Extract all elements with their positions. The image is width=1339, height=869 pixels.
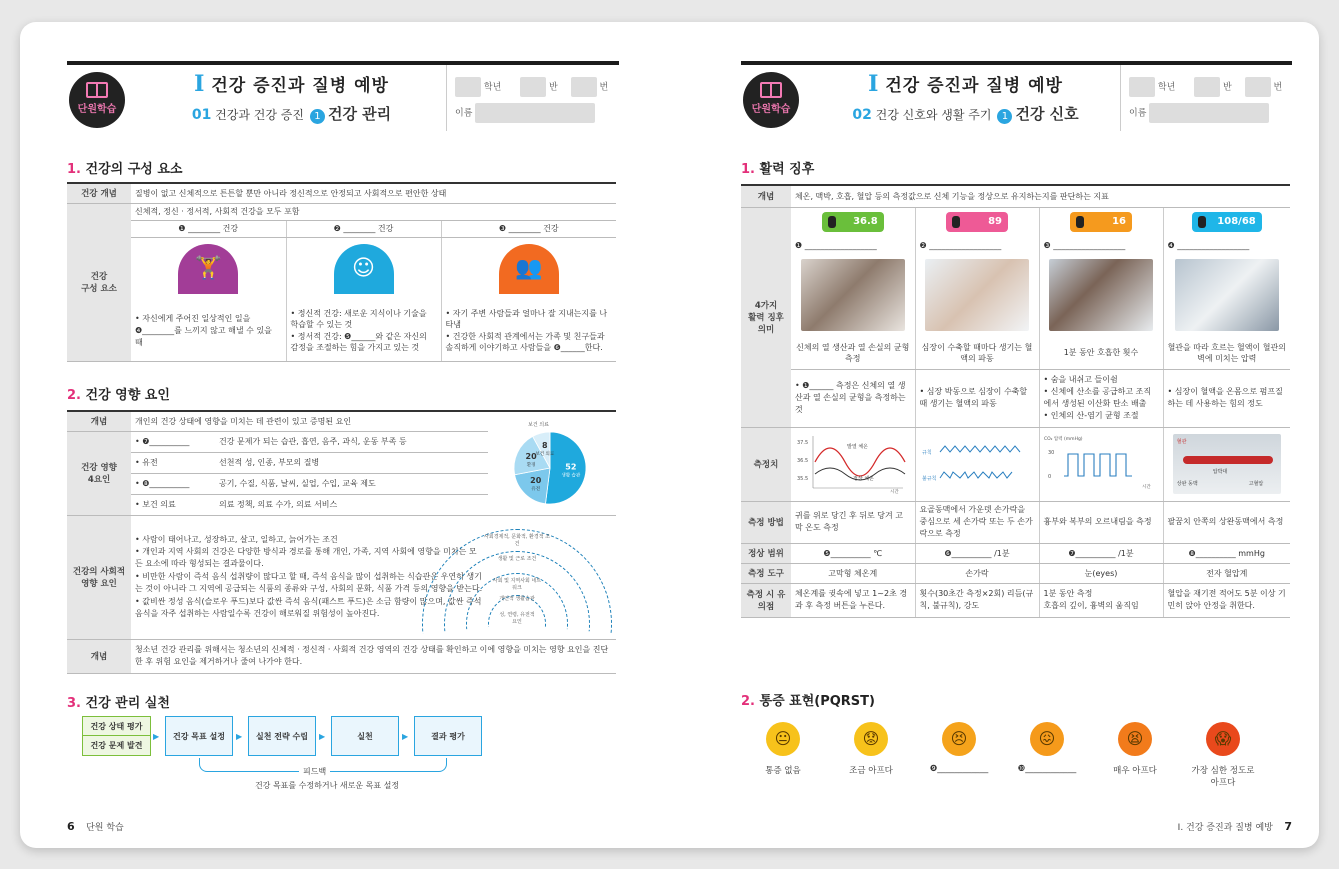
arrow-icon: ▶ <box>319 732 326 741</box>
respiration-photo <box>1049 259 1153 331</box>
pain-label: 매우 아프다 <box>1113 766 1157 776</box>
book-icon <box>86 82 108 98</box>
pie-value: 20 <box>525 452 537 462</box>
pain-label: ❾____________ <box>929 764 989 774</box>
section-title: 활력 징후 <box>759 162 815 177</box>
vital-desc: 혈관을 따라 흐르는 혈액이 혈관의 벽에 미치는 압력 <box>1163 337 1290 369</box>
vital-range: ❽__________ mmHg <box>1163 543 1290 563</box>
unit-badge <box>743 72 799 128</box>
section-number: 1. <box>67 162 81 177</box>
number-box[interactable] <box>1245 77 1271 97</box>
badge-label: 단원학습 <box>77 104 117 115</box>
regular-pulse-line <box>940 446 1020 452</box>
pie-value: 52 <box>565 462 577 472</box>
section-title: 통증 표현(PQRST) <box>759 694 875 709</box>
diagram-label: 혈관 <box>1176 439 1187 445</box>
section-number: 1. <box>741 162 755 177</box>
pie-title: 보건 의료 <box>528 422 549 429</box>
pie-label: 유전 <box>531 487 541 493</box>
row-label: 정상 범위 <box>741 543 791 563</box>
pain-label: 가장 심한 정도로 아프다 <box>1191 766 1255 788</box>
chart-label: 불규칙 <box>921 476 936 482</box>
number-label: 번 <box>1273 82 1283 93</box>
number-label: 번 <box>599 82 609 93</box>
axis-label: CO₂ 압력 (mmHg) <box>1043 437 1083 442</box>
vital-method: 흉부와 복부의 오르내림을 측정 <box>1039 501 1163 543</box>
irregular-pulse-line <box>940 472 1012 478</box>
section-title: 건강 관리 실천 <box>85 696 170 711</box>
vital-blank: ❷ __________________ <box>915 237 1039 253</box>
pain-label: ❿____________ <box>1017 764 1077 774</box>
grade-box[interactable] <box>455 77 481 97</box>
vital-blank: ❶ __________________ <box>791 237 915 253</box>
name-label: 이름 <box>1129 108 1147 119</box>
pain-label: 조금 아프다 <box>849 766 893 776</box>
concept2: 청소년 건강 관리를 위해서는 청소년의 신체적 · 정신적 · 사회적 건강 영역의 건강 상태를 확인하고 이에 영향을 미치는 영향 요인을 진단한 후 위험 요인을 제거하거나 줄여 나가야 한다. <box>131 639 616 673</box>
vital-note: 1분 동안 측정 호흡의 깊이, 흉벽의 움직임 <box>1039 583 1163 617</box>
comp-head: ❷ ________ 건강 <box>286 220 441 237</box>
section-number: 3. <box>67 696 81 711</box>
row-label: 측정치 <box>741 427 791 501</box>
section-number: 2. <box>67 388 81 403</box>
comp-desc: • 자신에게 주어진 일상적인 일을 ❹________를 느끼지 않고 해낼 수 있을 때 <box>131 301 286 361</box>
lesson-title: 건강과 건강 증진 <box>215 108 304 122</box>
vital-detail: • 심장 박동으로 심장이 수축할 때 생기는 혈액의 파동 <box>915 369 1039 427</box>
vital-method: 귀를 위로 당긴 후 뒤로 당겨 고막 온도 측정 <box>791 501 915 543</box>
class-box[interactable] <box>520 77 546 97</box>
factor-desc: 의료 정책, 의료 수가, 의료 서비스 <box>215 494 488 515</box>
vital-tool: 고막형 체온계 <box>791 563 915 583</box>
social-health-icon: 👥 <box>499 244 559 294</box>
chart-label: 발열 체온 <box>847 444 868 450</box>
row-label: 측정 방법 <box>741 501 791 543</box>
vital-blank: ❹ __________________ <box>1167 240 1250 250</box>
temperature-badge <box>822 212 884 232</box>
vital-range: ❺__________ ℃ <box>791 543 915 563</box>
vital-desc: 심장이 수축할 때마다 생기는 혈액의 파동 <box>915 337 1039 369</box>
factor-name: • ❽__________ <box>131 473 215 494</box>
blood-pressure-photo <box>1175 259 1279 331</box>
vital-detail: • 심장이 혈액을 온몸으로 펌프질하는 데 사용하는 힘의 정도 <box>1163 369 1290 427</box>
feedback-label: 피드백 <box>299 766 330 777</box>
vital-detail: • ❶______ 측정은 신체의 열 생산과 열 손실의 균형을 측정하는 것 <box>791 369 915 427</box>
vital-tool: 눈(eyes) <box>1039 563 1163 583</box>
section-title: 건강의 구성 요소 <box>85 162 183 177</box>
row-label: 건강 영향 4요인 <box>67 431 131 515</box>
pie-label: 환경 <box>526 463 536 469</box>
vital-method: 요골동맥에서 가운뎃 손가락을 중심으로 세 손가락 또는 두 손가락으로 측정 <box>915 501 1039 543</box>
class-box[interactable] <box>1194 77 1220 97</box>
vital-blank: ❸ __________________ <box>1039 237 1163 253</box>
chapter-title: 건강 증진과 질병 예방 <box>885 76 1063 96</box>
grade-label: 학년 <box>483 82 502 93</box>
vital-note: 체온계를 귓속에 넣고 1~2초 경과 후 측정 버튼을 누른다. <box>791 583 915 617</box>
page-number: 6 <box>67 820 75 833</box>
temperature-photo <box>801 259 905 331</box>
vital-tool: 전자 혈압계 <box>1163 563 1290 583</box>
tick-label: 37.5 <box>797 440 809 446</box>
comp-desc: • 자기 주변 사람들과 얼마나 잘 지내는지를 나타냄 • 건강한 사회적 관계에서는 가족 및 친구들과 솔직하게 이야기하고 사람들을 ❻______한다. <box>441 301 616 361</box>
vital-concept: 체온, 맥박, 호흡, 혈압 등의 측정값으로 신체 기능을 정상으로 유지하는지를 판단하는 지표 <box>791 185 1290 207</box>
name-box[interactable] <box>475 103 595 123</box>
temperature-curve <box>815 448 905 476</box>
blood-pressure-diagram <box>1173 434 1281 494</box>
chapter-title: 건강 증진과 질병 예방 <box>211 76 389 96</box>
row-label: 건강의 사회적 영향 요인 <box>67 515 131 639</box>
factors-pie-chart <box>492 418 602 506</box>
page-footer <box>67 820 124 833</box>
rainbow-label: 성, 연령, 유전적 요인 <box>499 612 535 625</box>
physical-health-icon: 🏋 <box>178 244 238 294</box>
unit-badge <box>69 72 125 128</box>
textbook-spread <box>20 22 1319 848</box>
section2-heading <box>67 384 170 403</box>
row-label: 개념 <box>67 639 131 673</box>
respiration-badge <box>1070 212 1132 232</box>
page-label: 단원 학습 <box>86 823 124 833</box>
rainbow-label: 생활 및 근로 조건 <box>497 556 537 562</box>
comp-head: ❶ ________ 건강 <box>131 220 286 237</box>
pie-label: 보건 의료 <box>535 452 555 458</box>
sub-title: 건강 신호 <box>1015 105 1079 123</box>
section1-heading <box>67 158 182 177</box>
chart-label: 규칙 <box>921 450 932 456</box>
class-label: 반 <box>549 82 558 93</box>
factor-desc: 공기, 수질, 식품, 날씨, 실업, 수입, 교육 제도 <box>215 473 488 494</box>
vital-note: 횟수(30초간 측정×2회) 리듬(규칙, 불규칙), 강도 <box>915 583 1039 617</box>
tick-label: 30 <box>1047 450 1054 456</box>
vital-value: 36.8 <box>853 216 878 228</box>
number-box[interactable] <box>571 77 597 97</box>
worried-face-icon: 😟 <box>854 722 888 756</box>
vital-desc: 신체의 열 생산과 열 손실의 균형 측정 <box>791 337 915 369</box>
vital-signs-table <box>741 184 1290 618</box>
comp-desc: • 정신적 건강: 새로운 지식이나 기술을 학습할 수 있는 것 • 정서적 건강: ❺______와 같은 자신의 감정을 조절하는 힘을 가지고 있는 것 <box>286 301 441 361</box>
page-label: I. 건강 증진과 질병 예방 <box>1177 823 1273 833</box>
step-label: 건강 상태 평가 <box>83 717 150 736</box>
row-label: 개념 <box>67 411 131 431</box>
flow-step: 결과 평가 <box>414 716 482 756</box>
evaluation-box <box>82 716 151 756</box>
health-factors-table <box>67 410 616 674</box>
lesson-num: 02 <box>852 107 872 123</box>
factor-desc: 건강 문제가 되는 습관, 흡연, 음주, 과식, 운동 부족 등 <box>215 431 488 452</box>
vital-note: 혈압을 재기전 적어도 5분 이상 기민히 앉아 안정을 취한다. <box>1163 583 1290 617</box>
axis-label: 시간 <box>1141 485 1151 490</box>
factor-name: • ❼__________ <box>131 431 215 452</box>
chapter-roman: I <box>194 71 206 97</box>
lesson-title: 건강 신호와 생활 주기 <box>875 108 992 122</box>
section-number: 2. <box>741 694 755 709</box>
factor-desc: 선천적 성, 인종, 부모의 질병 <box>215 452 488 473</box>
vital-tool: 손가락 <box>915 563 1039 583</box>
pulse-photo <box>925 259 1029 331</box>
temperature-chart <box>795 432 907 494</box>
diagram-label: 상완 동맥 <box>1176 481 1198 487</box>
section2-heading <box>741 690 875 709</box>
pie-value: 8 <box>542 441 548 451</box>
lesson-num: 01 <box>191 107 212 123</box>
section-title: 건강 영향 요인 <box>85 388 170 403</box>
pie-value: 20 <box>530 476 542 486</box>
tick-label: 35.5 <box>797 476 809 482</box>
pulse-badge <box>946 212 1008 232</box>
arrow-icon: ▶ <box>402 732 409 741</box>
student-info <box>1129 72 1293 132</box>
comp-intro: 신체적, 정신 · 정서적, 사회적 건강을 모두 포함 <box>131 203 616 220</box>
blood-pressure-badge <box>1192 212 1262 232</box>
row-label: 건강 구성 요소 <box>67 203 131 361</box>
row-label: 4가지 활력 징후 의미 <box>741 207 791 427</box>
arrow-icon: ▶ <box>153 732 160 741</box>
respiration-wave <box>1064 454 1132 476</box>
rainbow-label: 사회경제적, 문화적, 환경적 조건 <box>484 534 550 547</box>
neutral-face-icon: 😐 <box>766 722 800 756</box>
vital-desc: 1분 동안 호흡한 횟수 <box>1039 337 1163 369</box>
tired-face-icon: 😫 <box>1118 722 1152 756</box>
book-icon <box>760 82 782 98</box>
diagram-label: 압박대 <box>1212 469 1228 475</box>
diagram-label: 고혈압 <box>1248 481 1264 487</box>
pulse-chart <box>920 432 1032 494</box>
chapter-header <box>811 65 1121 131</box>
page-footer <box>1178 820 1292 833</box>
arrow-icon: ▶ <box>236 732 243 741</box>
persevering-face-icon: 😣 <box>942 722 976 756</box>
vital-method: 팔꿈치 안쪽의 상완동맥에서 측정 <box>1163 501 1290 543</box>
grade-label: 학년 <box>1157 82 1176 93</box>
comp-head: ❸ ________ 건강 <box>441 220 616 237</box>
factor-concept: 개인의 건강 상태에 영향을 미치는 데 관련이 있고 증명된 요인 <box>131 411 488 431</box>
confounded-face-icon: 😖 <box>1030 722 1064 756</box>
grade-box[interactable] <box>1129 77 1155 97</box>
pie-label: 생활 습관 <box>561 473 581 479</box>
rainbow-label: 사회 및 지역사회 네트워크 <box>492 578 542 591</box>
health-concept: 질병이 없고 신체적으로 튼튼할 뿐만 아니라 정신적으로 안정되고 사회적으로 편안한 상태 <box>131 183 616 203</box>
right-page <box>741 22 1292 848</box>
name-box[interactable] <box>1149 103 1269 123</box>
student-info <box>455 72 619 132</box>
flow-step: 건강 목표 설정 <box>165 716 233 756</box>
page-number: 7 <box>1284 820 1292 833</box>
row-label: 측정 도구 <box>741 563 791 583</box>
health-components-table <box>67 182 616 362</box>
row-label: 개념 <box>741 185 791 207</box>
factor-name: • 보건 의료 <box>131 494 215 515</box>
tick-label: 0 <box>1047 474 1051 480</box>
social-rainbow-diagram <box>422 525 612 629</box>
vital-range: ❼__________ /1분 <box>1039 543 1163 563</box>
row-label: 측정 시 유의점 <box>741 583 791 617</box>
feedback-desc: 건강 목표를 수정하거나 새로운 목표 설정 <box>254 781 400 790</box>
sub-title: 건강 관리 <box>327 105 392 123</box>
section1-heading <box>741 158 814 177</box>
vital-value: 89 <box>988 216 1002 228</box>
name-label: 이름 <box>455 108 473 119</box>
badge-label: 단원학습 <box>751 104 791 115</box>
vital-detail: • 숨을 내쉬고 들이쉼 • 신체에 산소를 공급하고 조직에서 생성된 이산화 탄소 배출 • 인체의 산-염기 균형 조절 <box>1039 369 1163 427</box>
vital-value: 16 <box>1112 216 1126 228</box>
class-label: 반 <box>1223 82 1232 93</box>
flow-step: 실천 <box>331 716 399 756</box>
chapter-roman: I <box>868 71 880 97</box>
social-factors: • 사람이 태어나고, 성장하고, 살고, 일하고, 늙어가는 조건 • 개인과 지역 사회의 건강은 다양한 방식과 경로를 통해 개인, 가족, 지역 사회에 영향을 미치는 모든 요소에 따라 형성되는 결과물이다. • 비만한 사람이 즉석 음식 섭취량이 많다고 할 때, 즉석 음식을 많이 섭취하는 식습관은 우연히 생기는 것이 아니라 그 지역에 공급되는 식품의 종류와 구성, 사회의 문화, 식품 가격 등의 영향을 받는다. • 값비싼 정성 음식(슬로우 푸드)보다 값싼 즉석 음식(패스트 푸드)은 소금 함량이 많으며, 값싼 즉석 음식을 자주 섭취하는 사람일수록 건강이 해로워질 위험성이 높아진다. <box>131 515 488 639</box>
section3-heading <box>67 692 170 711</box>
mental-health-icon: ☺ <box>334 244 394 294</box>
flow-step: 실천 전략 수립 <box>248 716 316 756</box>
chart-label: 정상 체온 <box>853 476 874 482</box>
step-label: 건강 문제 발견 <box>90 741 143 750</box>
tick-label: 36.5 <box>797 458 809 464</box>
rainbow-label: 개인적 생활습관 <box>499 596 535 602</box>
chapter-header <box>137 65 447 131</box>
left-page <box>67 22 619 848</box>
respiration-chart <box>1044 432 1156 494</box>
axis-label: 시간 <box>890 490 899 494</box>
screaming-face-icon: 😱 <box>1206 722 1240 756</box>
factor-name: • 유전 <box>131 452 215 473</box>
row-label: 건강 개념 <box>67 183 131 203</box>
vital-value: 108/68 <box>1217 216 1256 228</box>
vital-range: ❻__________ /1분 <box>915 543 1039 563</box>
pain-label: 통증 없음 <box>765 766 801 776</box>
sub-num: 1 <box>997 109 1012 124</box>
sub-num: 1 <box>310 109 325 124</box>
